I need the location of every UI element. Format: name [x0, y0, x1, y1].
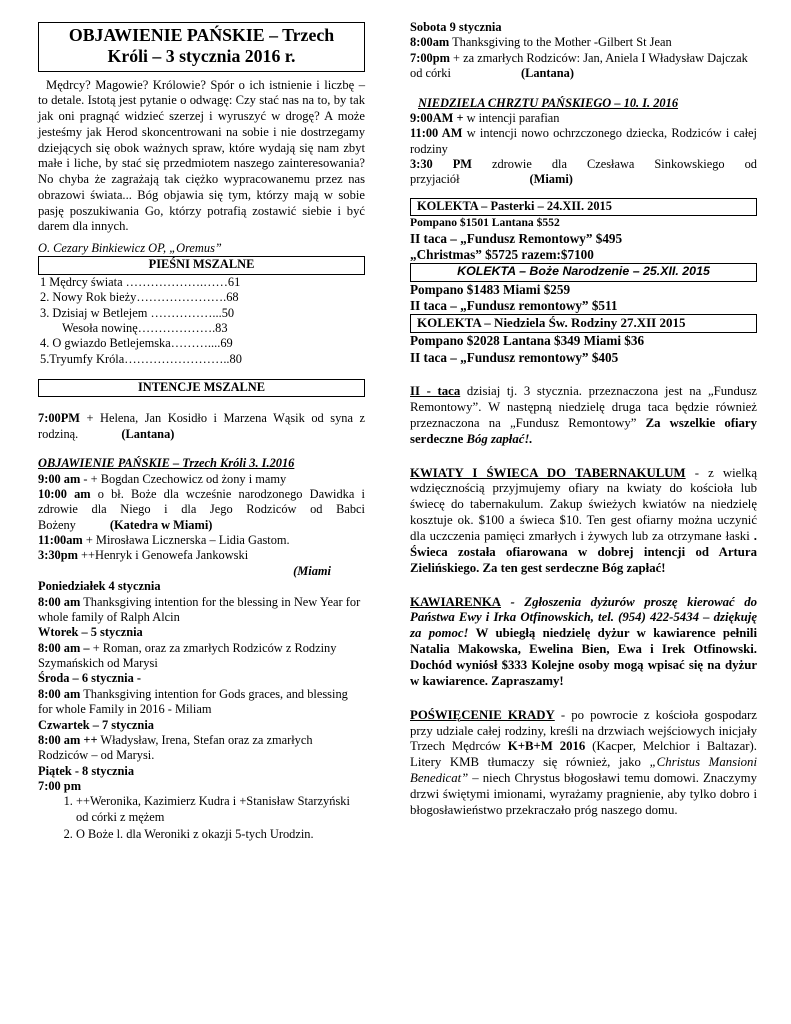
mass-text: Władysław, Irena, Stefan oraz za zmarłych Rodziców – od Marysi.: [38, 732, 313, 763]
note-bold: Za wszelkie ofiary serdeczne: [410, 415, 758, 446]
second-collection-note: [410, 384, 757, 447]
note-italic: „Christus Mansioni Benedicat”: [410, 755, 758, 786]
day-heading: Wtorek – 5 stycznia: [38, 625, 143, 640]
flowers-note: [410, 466, 757, 577]
saturday-mass: [410, 35, 757, 50]
mass-time: 8:00 am: [38, 594, 81, 609]
song-item: 2. Nowy Rok bieży………………….68: [40, 290, 239, 305]
mass-text: + Mirosława Licznerska – Lidia Gastom.: [82, 533, 290, 548]
collection-line: II taca – „Fundusz remontowy” $511: [410, 297, 618, 313]
mass-text: Thanksgiving intention for the blessing in New Year for whole family of Ralph Alcin: [38, 594, 361, 624]
collection-heading: KOLEKTA – Niedziela Św. Rodziny 27.XII 2015: [410, 314, 757, 333]
left-column: [38, 0, 365, 845]
day-heading: Czwartek – 7 stycznia: [38, 717, 154, 732]
day-heading: Piątek - 8 stycznia: [38, 763, 135, 778]
feast-mass: [38, 487, 365, 533]
feast-heading: OBJAWIENIE PAŃSKIE – Trzech Króli 3. I.2016: [38, 456, 295, 471]
note-bold: . Świeca została ofiarowana w dobrej intencji od Artura Zielińskiego. Za ten gest serdeczne Bóg zapłać!: [410, 529, 757, 575]
mass-time: 11:00am: [38, 533, 83, 548]
weekday-block: [38, 579, 365, 842]
note-bold-italic: - Zgłoszenia dyżurów proszę kierować do Państwa Ewy i Irka Otfinowskich, tel. (954) 422-5434 – dziękuję za pomoc!: [410, 594, 757, 641]
mass-text: + Roman, oraz za zmarłych Rodziców z Rodziny Szymańskich od Marysi: [38, 640, 337, 671]
mass-text: + Helena, Jan Kosidło i Marzena Wąsik od syna z rodziną.: [38, 411, 365, 441]
song-item: Wesoła nowinę……………….83: [62, 320, 228, 335]
mass-time: 8:00 am –: [38, 640, 90, 655]
note-bold-italic: Bóg zapłać!.: [466, 431, 533, 446]
feast-mass: [38, 533, 365, 548]
collection-heading: KOLEKTA – Pasterki – 24.XII. 2015: [410, 198, 757, 216]
song-item: 4. O gwiazdo Betlejemska………....69: [40, 336, 233, 351]
baptism-mass: [410, 157, 757, 188]
songs-list: [38, 275, 365, 367]
baptism-mass: [410, 111, 757, 126]
mass-text: + za zmarłych Rodziców: Jan, Aniela I Władysław Dajczak od córki: [410, 50, 748, 81]
weekday-mass: [38, 595, 365, 626]
mass-place: (Miami): [529, 172, 573, 187]
collection-line: II taca – „Fundusz remontowy” $405: [410, 349, 619, 365]
day-heading: Sobota 9 stycznia: [410, 20, 502, 34]
friday-intentions: [38, 794, 365, 842]
mass-time: 7:00 pm: [38, 779, 82, 794]
mass-text: Thanksgiving to the Mother -Gilbert St Jean: [449, 35, 672, 50]
saturday-evening-mass: [38, 411, 365, 442]
chalk-blessing-note: [410, 708, 757, 819]
page-title-line2: Króli – 3 stycznia 2016 r.: [107, 46, 296, 67]
feast-mass: [38, 548, 365, 563]
song-item: 3. Dzisiaj w Betlejem ……………...50: [40, 305, 235, 320]
note-bold: W ubiegłą niedzielę dyżur w kawiarence pełnili Natalia Makowska, Ewelina Bien, Ewa i Irek Otfinowski. Dochód wyniósł $333 Kolejne osoby mogą wpisać się na dyżur w kawiarence. Zapraszamy!: [410, 626, 758, 688]
mass-time: 8:00 am ++: [38, 732, 98, 747]
collection-line: „Christmas” $5725 razem:$7100: [410, 246, 594, 262]
collection-heading: KOLEKTA – Boże Narodzenie – 25.XII. 2015: [410, 263, 757, 281]
page-title-line1: OBJAWIENIE PAŃSKIE – Trzech: [68, 25, 335, 45]
note-text: - po powrocie z kościoła gospodarz przy udziale całej rodziny, kreśli na drzwiach wejściowych inicjały Trzech Mędrców: [410, 707, 757, 754]
mass-time: 7:00pm: [410, 50, 450, 65]
collection-line: Pompano $1483 Miami $259: [410, 281, 571, 297]
collection-line: Pompano $2028 Lantana $349 Miami $36: [410, 333, 645, 349]
songs-heading: PIEŚNI MSZALNE: [38, 256, 365, 274]
right-column: [410, 0, 757, 819]
cafe-note: [410, 595, 757, 690]
saturday-mass: [410, 51, 757, 82]
song-item: 1 Mędrcy świata ……………….……61: [40, 274, 241, 289]
note-text: – niech Chrystus błogosławi temu domowi. Znaczymy drzwi świętymi imionami, wyrażamy pragnienie, aby tylko dobro i błogosławieństwo przekraczało próg naszego domu.: [410, 771, 757, 817]
mass-time: 7:00PM: [38, 411, 80, 426]
mass-time: 9:00AM +: [410, 110, 464, 125]
collection-line: II taca – „Fundusz Remontowy” $495: [410, 230, 623, 246]
mass-text: zdrowie dla Czesława Sinkowskiego od przyjaciół: [410, 157, 757, 187]
intentions-heading: INTENCJE MSZALNE: [38, 379, 365, 397]
mass-place: (Katedra w Miami): [109, 517, 213, 532]
mass-text: w intencji nowo ochrzczonego dziecka, Rodziców i całej rodziny: [410, 126, 758, 156]
mass-text: - + Bogdan Czechowicz od żony i mamy: [80, 471, 287, 486]
mass-place: (Miami: [293, 563, 331, 578]
note-label: II - taca: [410, 384, 461, 399]
mass-text: ++Henryk i Genowefa Jankowski: [77, 548, 249, 563]
note-bold: K+B+M 2016: [507, 739, 586, 754]
song-item: 5.Tryumfy Króla……………………..80: [40, 351, 242, 366]
list-item: 1. ++Weronika, Kazimierz Kudra i +Stanisław Starzyński od córki z mężem: [76, 794, 365, 825]
note-text: dzisiaj tj. 3 stycznia. przeznaczona jest na „Fundusz Remontowy”. W następną niedzielę druga taca będzie również przeznaczona na „Fundusz Remontowy”: [410, 384, 757, 430]
baptism-heading: NIEDZIELA CHRZTU PAŃSKIEGO – 10. I. 2016: [418, 95, 679, 110]
mass-text: o bł. Boże dla wcześnie narodzonego Dawidka i zdrowie dla Niego i dla Jego Rodziców od Babci Bożeny: [38, 486, 365, 532]
note-label: KWIATY I ŚWIECA DO TABERNAKULUM: [410, 465, 686, 480]
mass-time: 9:00 am: [38, 471, 81, 486]
mass-text: Thanksgiving intention for Gods graces, and blessing for whole Family in 2016 - Miliam: [38, 686, 348, 717]
weekday-mass: [38, 687, 365, 718]
baptism-mass: [410, 126, 757, 157]
day-heading: Poniedziałek 4 stycznia: [38, 579, 161, 594]
intro-author: O. Cezary Binkiewicz OP, „Oremus”: [38, 241, 222, 256]
mass-time: 3:30 PM: [410, 157, 472, 171]
feast-mass: [38, 472, 365, 487]
mass-text: w intencji parafian: [463, 110, 560, 125]
intro-paragraph: Mędrcy? Magowie? Królowie? Spór o ich istnienie i liczbę – to detale. Istotą jest pytanie o odwagę: Czy stać nas na to, by tak jak oni pragnąć widzieć szerzej i wyruszyć w drogę? A może jesteśmy jak Herod skoncentrowani na sobie i nie dostrzegamy dziejących się obok ważnych spraw, które wydają się nam zbyt małe i liche, by stać się przedmiotem naszego zainteresowania? No chyba że zagrażają tak ciężko wypracowanemu przez nas obrazowi świata... Bóg objawia się tym, którzy mają w sobie pasję poszukiwania Go, którzy potrafią zostawić siebie i być darem dla innych.: [38, 77, 365, 234]
weekday-mass: [38, 733, 365, 764]
note-label: POŚWIĘCENIE KRADY: [410, 707, 555, 722]
note-label: KAWIARENKA: [410, 594, 502, 609]
mass-place: (Lantana): [520, 66, 574, 81]
mass-time: 11:00 AM: [410, 126, 463, 141]
mass-time: 3:30pm: [38, 548, 78, 563]
note-text: (Kacper, Melchior i Baltazar). Litery KMB tłumaczy się również, jako: [410, 739, 757, 770]
mass-place: (Lantana): [121, 426, 175, 441]
weekday-mass: [38, 641, 365, 672]
list-item: 2. O Boże l. dla Weroniki z okazji 5-tych Urodzin.: [76, 827, 365, 842]
note-text: - z wielką wdzięcznością przyjmujemy ofiary na kwiaty do kościoła lub świecę do tabernakulum. Zakup świeżych kwiatów na niedzielę kosztuje ok. $100 a świeca $10. Ten gest ofiarny można uczynić dla uczczenia pamięci zmarłych i żywych lub za otrzymane łaski: [410, 465, 757, 544]
mass-time: 8:00am: [410, 35, 450, 50]
mass-time: 10:00 am: [38, 486, 91, 501]
mass-time: 8:00 am: [38, 686, 81, 701]
collection-line: Pompano $1501 Lantana $552: [410, 216, 560, 230]
day-heading: Środa – 6 stycznia -: [38, 671, 142, 686]
page-title-box: [38, 22, 365, 72]
